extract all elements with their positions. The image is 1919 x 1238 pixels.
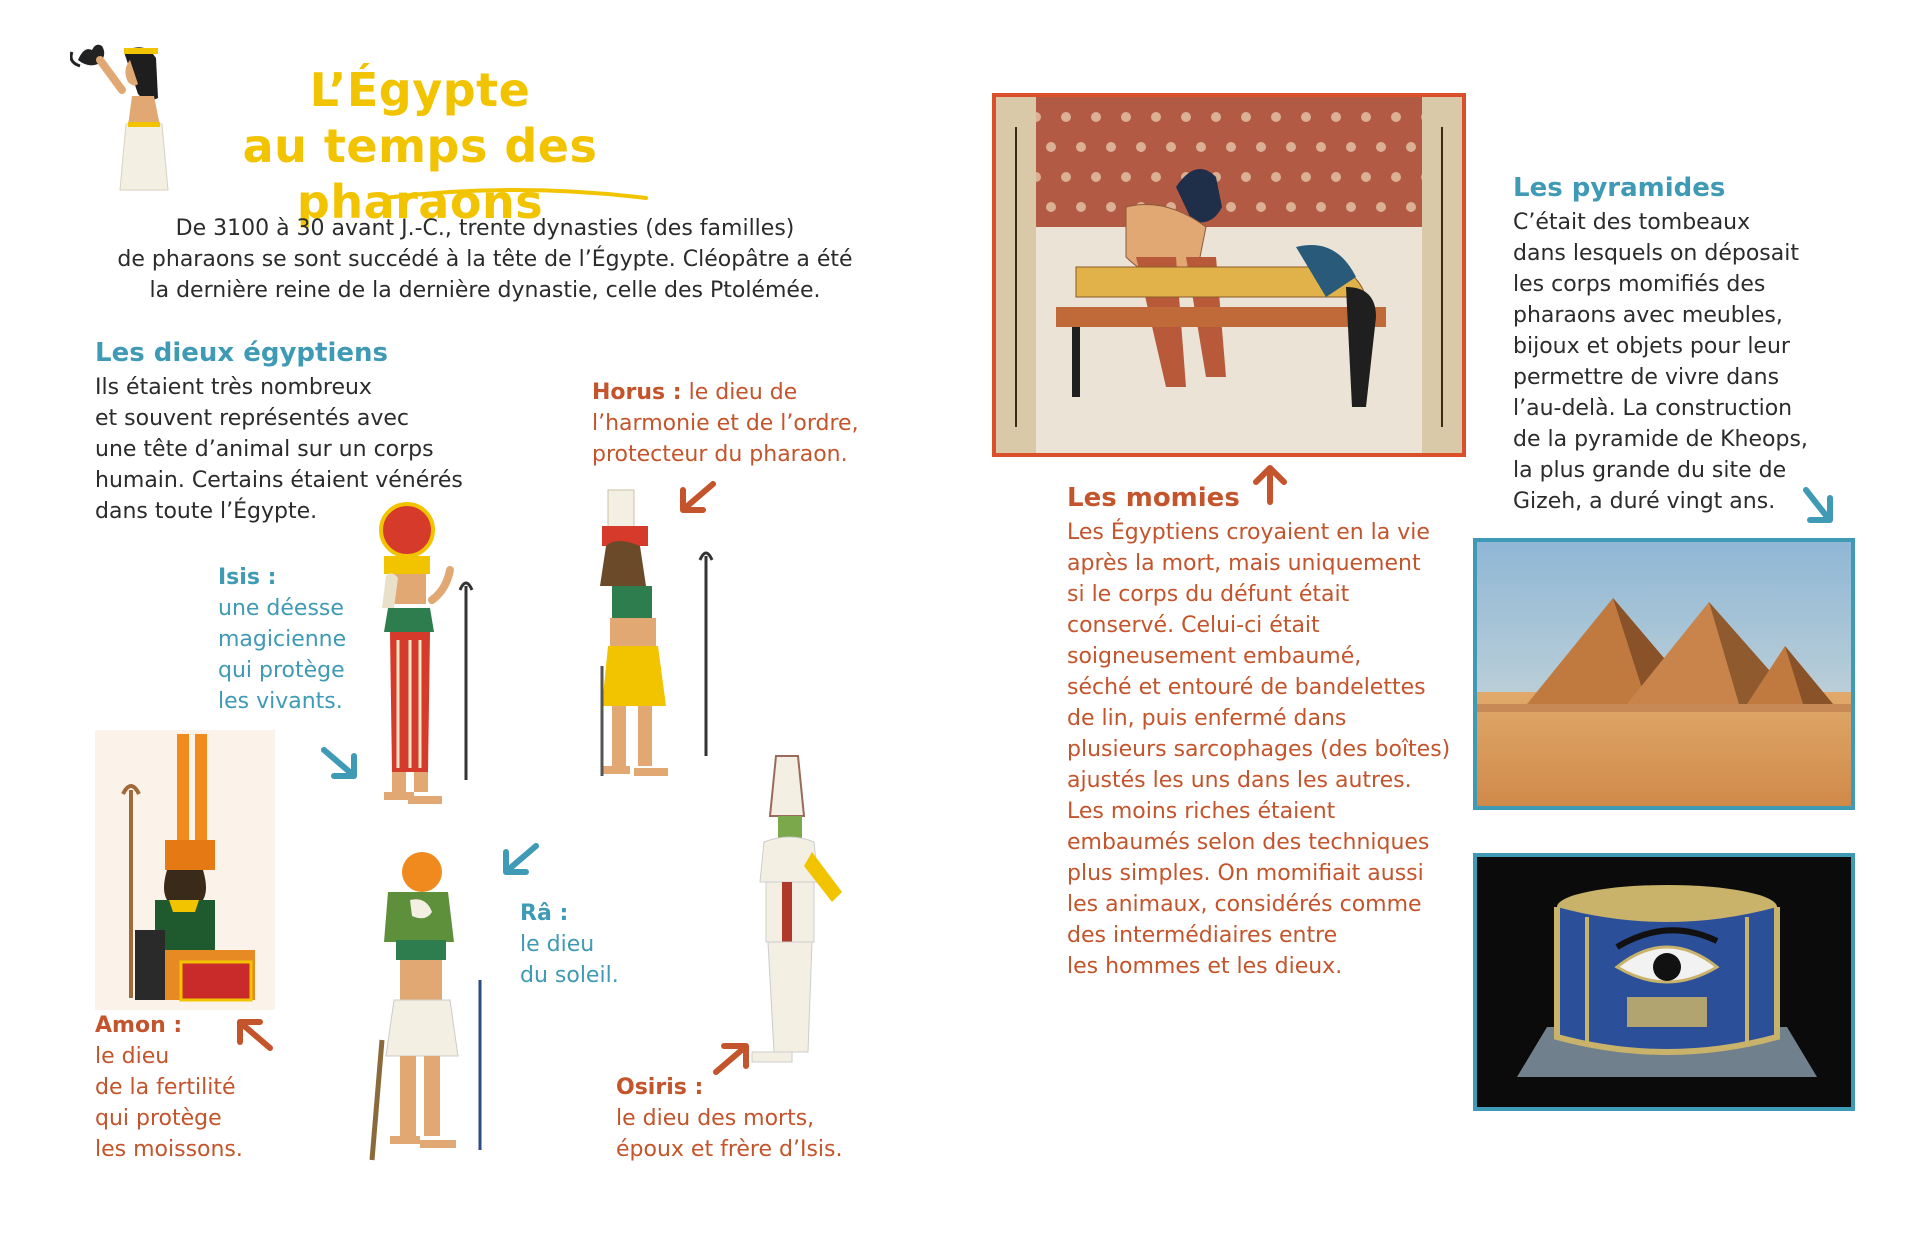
gods-line: et souvent représentés avec <box>95 406 409 431</box>
isis-caption <box>218 562 368 717</box>
horus-text: le dieu de <box>681 380 798 405</box>
mummies-line: Les moins riches étaient <box>1067 799 1336 824</box>
mummies-line: plus simples. On momifiait aussi <box>1067 861 1424 886</box>
ra-caption <box>520 898 670 991</box>
ra-line: du soleil. <box>520 963 619 988</box>
mummies-line: les animaux, considérés comme <box>1067 892 1422 917</box>
amon-line: les moissons. <box>95 1137 243 1162</box>
mummies-line: plusieurs sarcophages (des boîtes) <box>1067 737 1451 762</box>
mummies-line: des intermédiaires entre <box>1067 923 1338 948</box>
isis-line: qui protège <box>218 658 345 683</box>
osiris-line: le dieu des morts, <box>616 1106 815 1131</box>
pyramids-line: de la pyramide de Kheops, <box>1513 427 1808 452</box>
osiris-label: Osiris : <box>616 1075 704 1100</box>
mummies-line: embaumés selon des techniques <box>1067 830 1430 855</box>
title-underline <box>380 180 650 210</box>
osiris-caption <box>616 1072 916 1165</box>
mummies-line: séché et entouré de bandelettes <box>1067 675 1426 700</box>
mummies-line: de lin, puis enfermé dans <box>1067 706 1347 731</box>
amon-illustration <box>95 730 275 1010</box>
amon-label: Amon : <box>95 1013 183 1038</box>
amon-caption <box>95 1010 315 1165</box>
horus-text: protecteur du pharaon. <box>592 442 848 467</box>
pyramids-line: les corps momifiés des <box>1513 272 1766 297</box>
mummies-line: conservé. Celui-ci était <box>1067 613 1320 638</box>
osiris-illustration <box>742 752 872 1082</box>
intro-line-3: la dernière reine de la dernière dynastie, celle des Ptolémée. <box>149 278 821 303</box>
gods-line: humain. Certains étaient vénérés <box>95 468 463 493</box>
pyramids-line: permettre de vivre dans <box>1513 365 1780 390</box>
amon-line: de la fertilité <box>95 1075 236 1100</box>
mummies-line: les hommes et les dieux. <box>1067 954 1343 979</box>
ra-line: le dieu <box>520 932 595 957</box>
pyramids-line: la plus grande du site de <box>1513 458 1787 483</box>
intro-line-2: de pharaons se sont succédé à la tête de l’Égypte. Cléopâtre a été <box>117 247 853 272</box>
horus-illustration <box>588 486 718 786</box>
amon-line: qui protège <box>95 1106 222 1131</box>
ra-label: Râ : <box>520 901 569 926</box>
arrow-icon <box>1798 484 1838 528</box>
tomb-painting-photo <box>992 93 1466 457</box>
mummies-line: soigneusement embaumé, <box>1067 644 1362 669</box>
gods-line: une tête d’animal sur un corps <box>95 437 434 462</box>
isis-label: Isis : <box>218 565 277 590</box>
pyramids-text <box>1513 207 1853 517</box>
page-title-line-2: au temps des pharaons <box>242 119 598 229</box>
pyramids-photo <box>1473 538 1855 810</box>
horus-text: l’harmonie et de l’ordre, <box>592 411 859 436</box>
mummies-line: après la mort, mais uniquement <box>1067 551 1421 576</box>
mummies-heading: Les momies <box>1067 483 1240 513</box>
arrow-icon <box>498 840 542 878</box>
intro-paragraph <box>95 213 875 306</box>
isis-illustration <box>362 500 482 830</box>
mummies-text <box>1067 517 1487 982</box>
isis-line: une déesse <box>218 596 344 621</box>
mummies-line: si le corps du défunt était <box>1067 582 1350 607</box>
pyramids-line: Gizeh, a duré vingt ans. <box>1513 489 1776 514</box>
amon-line: le dieu <box>95 1044 170 1069</box>
intro-line-1: De 3100 à 30 avant J.-C., trente dynasties (des familles) <box>175 216 795 241</box>
pyramids-line: C’était des tombeaux <box>1513 210 1751 235</box>
horus-label: Horus : <box>592 380 682 405</box>
pyramids-line: dans lesquels on déposait <box>1513 241 1799 266</box>
gods-line: dans toute l’Égypte. <box>95 499 318 524</box>
pyramids-heading: Les pyramides <box>1513 173 1726 203</box>
eye-of-horus-bracelet-photo <box>1473 853 1855 1111</box>
isis-line: les vivants. <box>218 689 343 714</box>
page-title-line-1: L’Égypte <box>309 63 531 117</box>
pyramids-line: l’au-delà. La construction <box>1513 396 1793 421</box>
osiris-line: époux et frère d’Isis. <box>616 1137 843 1162</box>
isis-line: magicienne <box>218 627 347 652</box>
ra-illustration <box>360 850 500 1170</box>
gods-line: Ils étaient très nombreux <box>95 375 372 400</box>
gods-heading: Les dieux égyptiens <box>95 338 388 368</box>
arrow-icon <box>1250 462 1290 506</box>
horus-caption <box>592 377 892 470</box>
arrow-icon <box>318 744 362 782</box>
pyramids-line: bijoux et objets pour leur <box>1513 334 1790 359</box>
mummies-line: ajustés les uns dans les autres. <box>1067 768 1412 793</box>
pyramids-line: pharaons avec meubles, <box>1513 303 1783 328</box>
arrow-icon <box>232 1016 276 1054</box>
mummies-line: Les Égyptiens croyaient en la vie <box>1067 520 1430 545</box>
